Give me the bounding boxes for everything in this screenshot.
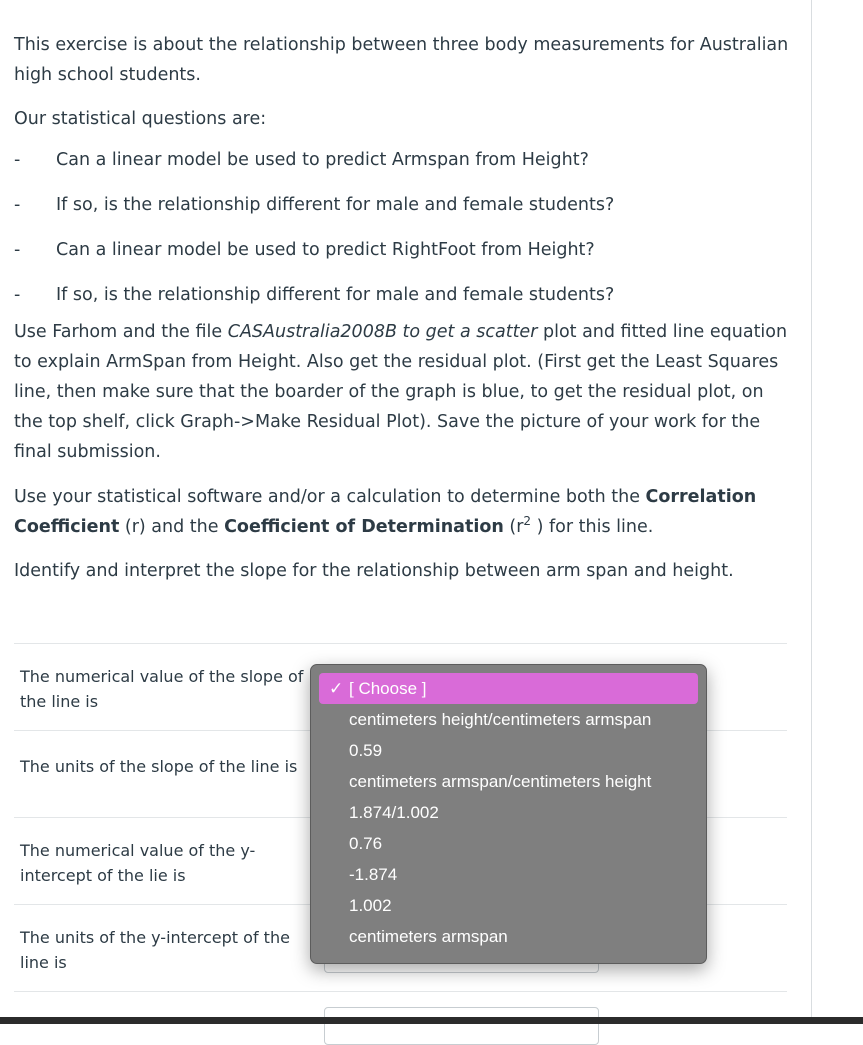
dropdown-option[interactable]: [311, 921, 706, 952]
correlation-text-end: ) for this line.: [531, 517, 654, 537]
list-dash: -: [14, 194, 21, 215]
content-right-border: [811, 0, 812, 1024]
list-dash: -: [14, 284, 21, 305]
squared-superscript: 2: [523, 514, 532, 529]
dropdown-option-label: centimeters height/centimeters armspan: [349, 710, 652, 729]
list-dash: -: [14, 239, 21, 260]
list-dash: -: [14, 149, 21, 170]
dropdown-option[interactable]: [311, 766, 706, 797]
dropdown-option-label: 0.59: [349, 741, 383, 760]
dropdown-option-label: centimeters armspan: [349, 927, 508, 946]
dropdown-option-label: 1.002: [349, 896, 392, 915]
question-text-2: If so, is the relationship different for male and female students?: [56, 194, 615, 215]
checkmark-icon: ✓: [329, 679, 344, 698]
dropdown-option-choose[interactable]: [319, 673, 698, 704]
questions-list: [14, 137, 794, 317]
question-text-4: If so, is the relationship different for male and female students?: [56, 284, 615, 305]
dropdown-option[interactable]: [311, 828, 706, 859]
dropdown-option-label: 1.874/1.002: [349, 803, 439, 822]
correlation-paragraph: [14, 482, 794, 542]
answer-dropdown-menu[interactable]: [310, 664, 707, 964]
intercept-value-label: The numerical value of the y-intercept of the lie is: [20, 841, 256, 885]
next-select-box[interactable]: [324, 1007, 599, 1045]
slope-paragraph: Identify and interpret the slope for the relationship between arm span and height.: [14, 561, 734, 581]
bottom-toolbar: [0, 1017, 863, 1024]
questions-heading: Our statistical questions are:: [14, 109, 267, 129]
slope-value-label: The numerical value of the slope of the line is: [20, 667, 304, 711]
intercept-units-label: The units of the y-intercept of the line is: [20, 928, 290, 972]
correlation-text: Use your statistical software and/or a calculation to determine both the: [14, 487, 646, 507]
question-text-1: Can a linear model be used to predict Armspan from Height?: [56, 149, 589, 170]
dropdown-option[interactable]: [311, 735, 706, 766]
instructions-text-cont: plot and fitted line equation to explain ArmSpan from Height. Also get the residual plot. (First get the Least Squares line, then make sure that the boarder of the graph is blue, to get the residual plot, on the top shelf, click Graph->Make Residual Plot). Save the picture of your work for the final submission.: [14, 322, 788, 462]
list-item: [14, 272, 794, 317]
instructions-text: Use Farhom and the file: [14, 322, 228, 342]
dropdown-option[interactable]: [311, 704, 706, 735]
dropdown-option[interactable]: [311, 890, 706, 921]
dropdown-option[interactable]: [311, 859, 706, 890]
list-item: [14, 182, 794, 227]
determination-term: Coefficient of Determination: [224, 517, 504, 537]
question-text: [14, 30, 794, 586]
dropdown-option-label: centimeters armspan/centimeters height: [349, 772, 652, 791]
instructions-paragraph: [14, 317, 794, 467]
r-symbol: (r: [503, 517, 524, 537]
question-text-3: Can a linear model be used to predict RightFoot from Height?: [56, 239, 595, 260]
file-name-text: CASAustralia2008B to get a scatter: [227, 322, 538, 342]
dropdown-option[interactable]: [311, 797, 706, 828]
correlation-text-cont: (r) and the: [119, 517, 225, 537]
list-item: [14, 227, 794, 272]
dropdown-option-label: -1.874: [349, 865, 398, 884]
slope-units-label: The units of the slope of the line is: [20, 757, 298, 776]
list-item: [14, 137, 794, 182]
dropdown-option-label: 0.76: [349, 834, 383, 853]
correlation-term: Correlation Coefficient: [14, 487, 757, 537]
intro-paragraph: This exercise is about the relationship between three body measurements for Australian high school students.: [14, 35, 789, 85]
dropdown-option-label: [ Choose ]: [349, 679, 427, 698]
